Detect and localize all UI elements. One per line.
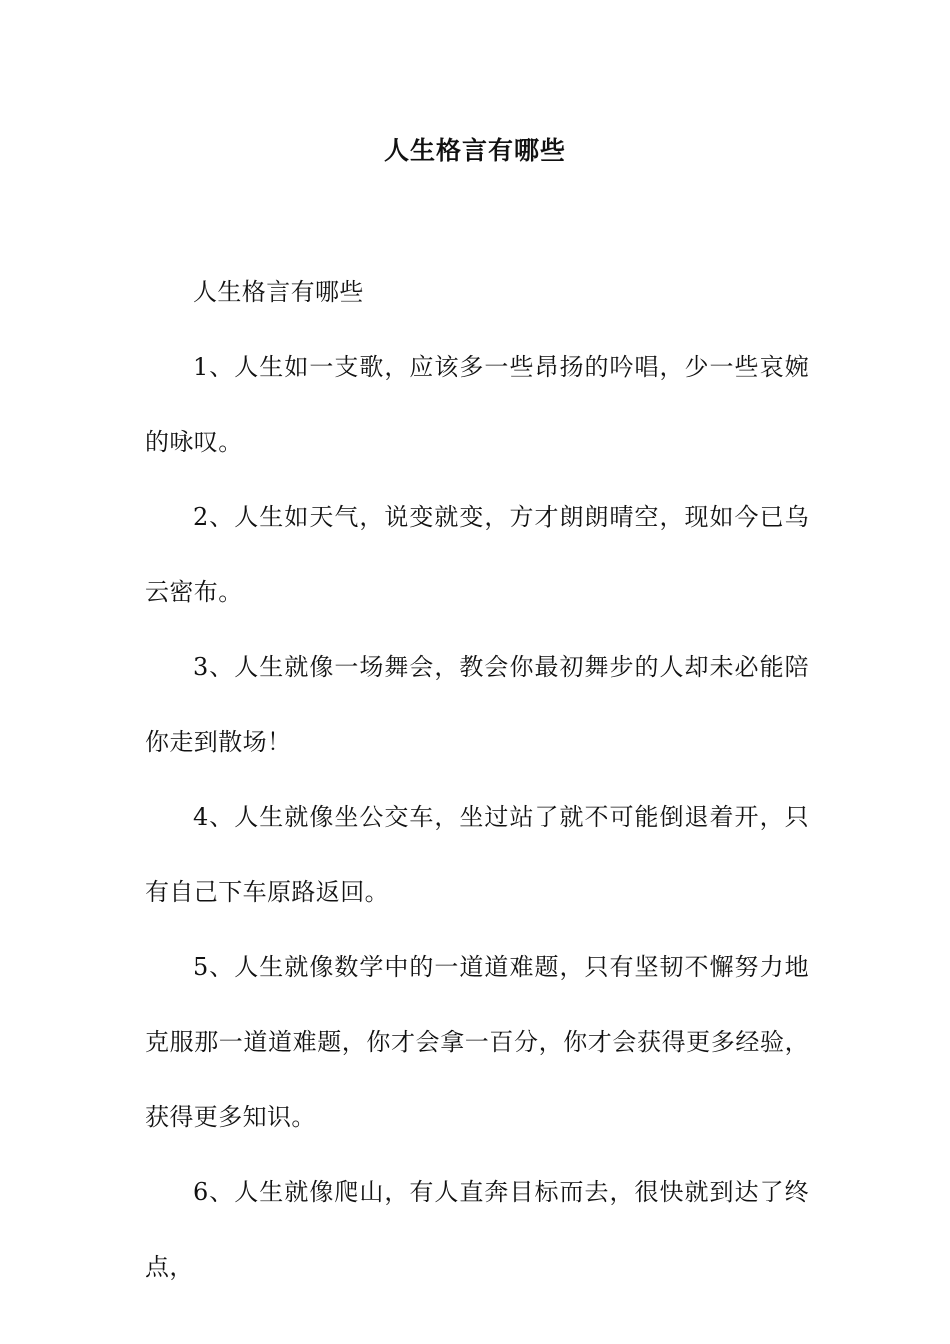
paragraph-6: 6、人生就像爬山，有人直奔目标而去，很快就到达了终点，	[145, 1178, 809, 1281]
paragraph-5: 5、人生就像数学中的一道道难题，只有坚韧不懈努力地克服那一道道难题，你才会拿一百分，你才会获得更多经验，获得更多知识。	[145, 953, 809, 1131]
paragraph-3: 3、人生就像一场舞会，教会你最初舞步的人却未必能陪你走到散场！	[145, 653, 809, 756]
section-heading: 人生格言有哪些	[193, 278, 364, 306]
document-body	[145, 255, 809, 1305]
paragraph-4: 4、人生就像坐公交车，坐过站了就不可能倒退着开，只有自己下车原路返回。	[145, 803, 809, 906]
paragraph-2: 2、人生如天气，说变就变，方才朗朗晴空，现如今已乌云密布。	[145, 503, 809, 606]
page-title: 人生格言有哪些	[383, 136, 566, 165]
paragraph-1: 1、人生如一支歌，应该多一些昂扬的吟唱，少一些哀婉的咏叹。	[145, 353, 809, 456]
